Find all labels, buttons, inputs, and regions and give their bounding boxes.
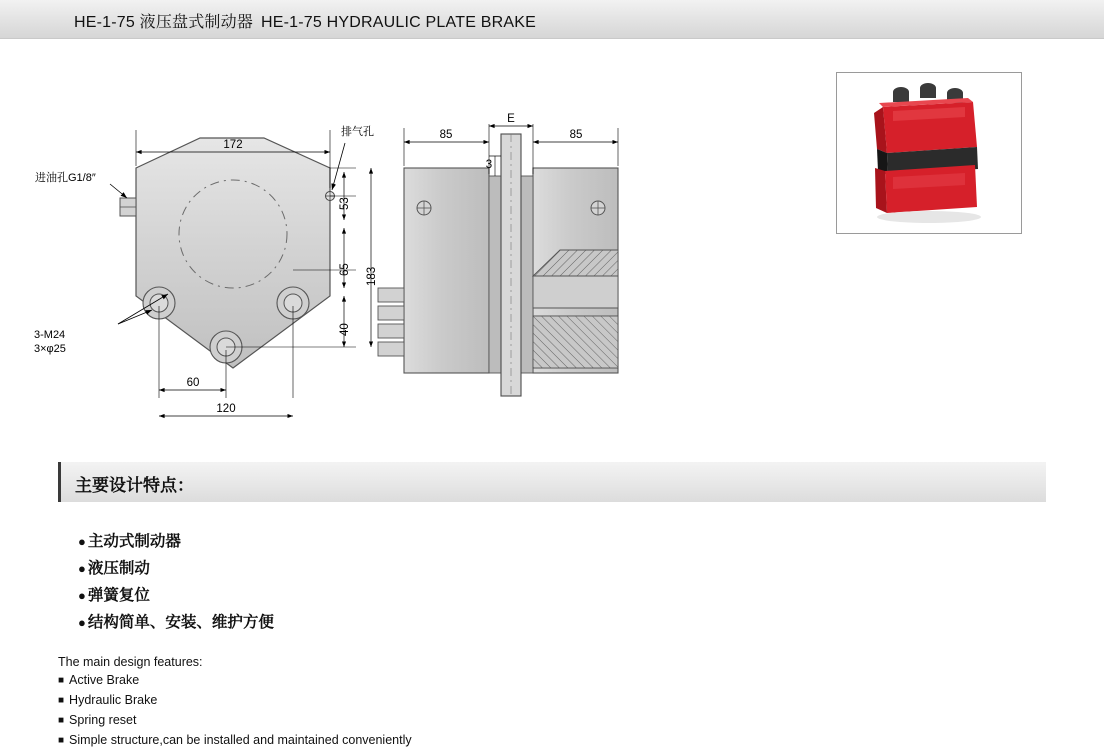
- list-item: [58, 731, 818, 751]
- dim-label-40: 40: [339, 323, 351, 336]
- leader-vent-hole: [332, 124, 374, 190]
- list-item: [58, 691, 818, 711]
- bullet-icon: ●: [78, 561, 86, 576]
- list-item: [78, 582, 778, 609]
- brake-pad-left: [489, 176, 501, 373]
- list-item: [58, 711, 818, 731]
- front-view: [34, 124, 378, 416]
- list-item: [78, 528, 778, 555]
- feature-en-text: Active Brake: [69, 673, 140, 687]
- label-vent-hole: 排气孔: [341, 126, 374, 138]
- label-thread-d25: 3×φ25: [34, 343, 66, 355]
- dim-label-60: 60: [186, 377, 200, 389]
- dim-label-right-85: 85: [569, 129, 583, 141]
- label-oil-inlet: 进油孔G1/8″: [35, 172, 96, 184]
- dim-label-E: E: [507, 113, 515, 125]
- bullet-icon: ●: [78, 588, 86, 603]
- list-item: [78, 609, 778, 636]
- left-port-stack: [378, 288, 404, 356]
- feature-en-text: Simple structure,can be installed and maintained conveniently: [69, 733, 412, 747]
- feature-en-text: Spring reset: [69, 713, 137, 727]
- square-bullet-icon: ■: [58, 715, 65, 726]
- dim-label-left-85: 85: [439, 129, 453, 141]
- list-item: [78, 555, 778, 582]
- dim-label-65: 65: [339, 263, 351, 276]
- feature-cn-text: 结构简单、安装、维护方便: [87, 614, 274, 631]
- caliper-left-body: [404, 168, 489, 373]
- dim-label-53: 53: [339, 197, 351, 210]
- brake-pad-right: [521, 176, 533, 373]
- square-bullet-icon: ■: [58, 735, 65, 746]
- brake-photo-illustration: [874, 83, 981, 223]
- features-list-en: [58, 653, 818, 751]
- dim-label-3: 3: [485, 159, 493, 171]
- page-title-cn: HE-1-75 液压盘式制动器: [74, 14, 254, 31]
- product-photo-svg: [837, 73, 1021, 233]
- feature-cn-text: 主动式制动器: [87, 533, 181, 550]
- features-heading-en: The main design features:: [58, 655, 203, 669]
- bullet-icon: ●: [78, 615, 86, 630]
- square-bullet-icon: ■: [58, 695, 65, 706]
- dim-label-183: 183: [366, 266, 378, 286]
- feature-en-text: Hydraulic Brake: [69, 693, 158, 707]
- product-photo: [836, 72, 1022, 234]
- dim-120: [159, 403, 293, 416]
- side-section-view: [378, 113, 618, 396]
- dim-label-172: 172: [223, 139, 243, 151]
- feature-cn-text: 弹簧复位: [87, 587, 150, 604]
- oil-inlet-port: [120, 198, 136, 216]
- page-title: [74, 9, 536, 32]
- dim-label-120: 120: [216, 403, 236, 415]
- label-thread-m24: 3-M24: [34, 329, 66, 341]
- page-title-en: HE-1-75 HYDRAULIC PLATE BRAKE: [261, 14, 536, 31]
- square-bullet-icon: ■: [58, 675, 65, 686]
- features-list-cn: [78, 528, 778, 636]
- feature-cn-text: 液压制动: [87, 560, 150, 577]
- features-heading: 主要设计特点：: [75, 476, 194, 495]
- features-heading-bar: [58, 462, 1046, 502]
- page-header-bar: [0, 0, 1104, 39]
- leader-oil-inlet: [35, 170, 127, 198]
- bullet-icon: ●: [78, 534, 86, 549]
- list-item: [58, 671, 818, 691]
